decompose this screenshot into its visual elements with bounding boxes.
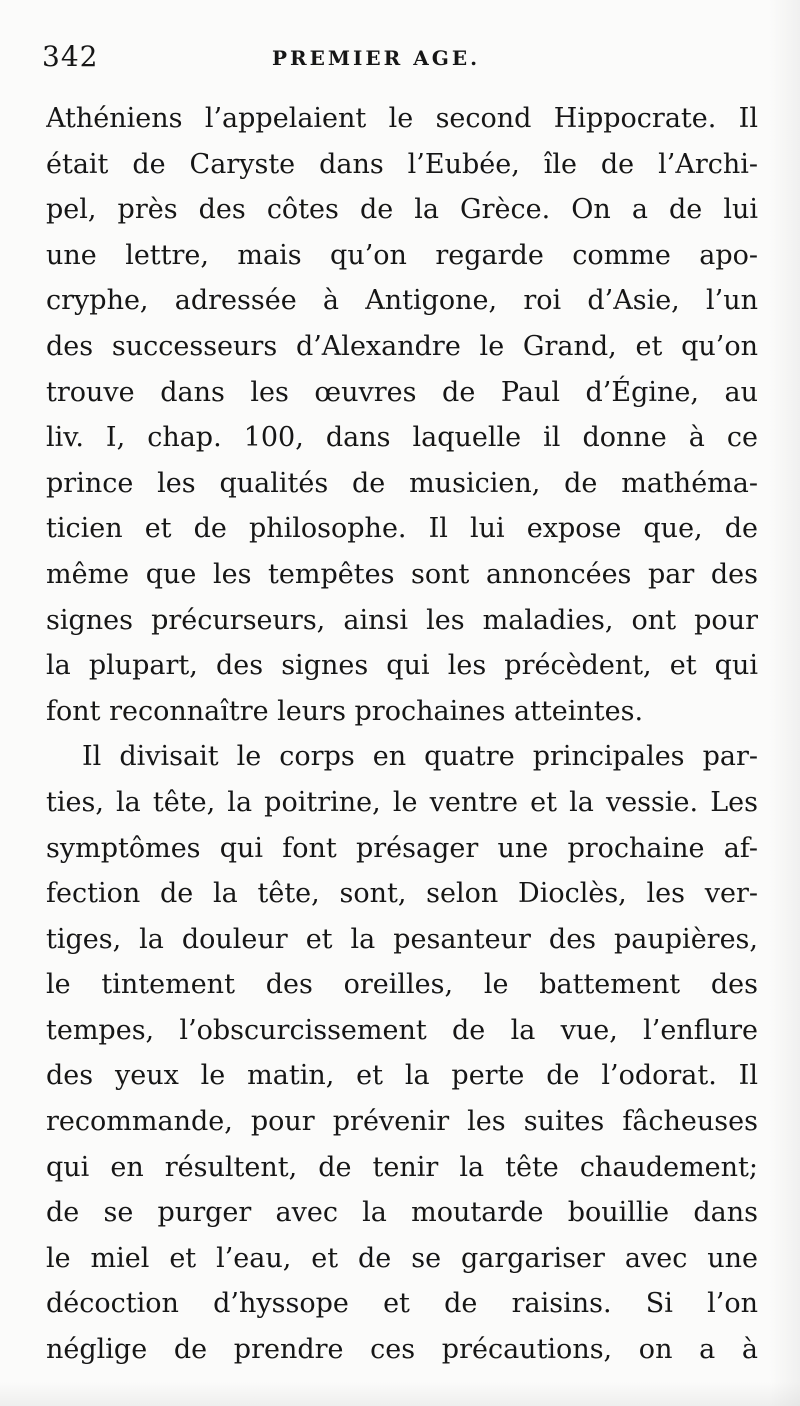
paragraph-start-line: Il divisait le corps en quatre principales par- [82, 741, 758, 773]
running-head [42, 40, 762, 80]
page-edge-shadow [770, 0, 800, 1406]
text-line: signes précurseurs, ainsi les maladies, ont pour [46, 604, 758, 636]
page-bottom-shadow [0, 1382, 800, 1406]
text-line: trouve dans les œuvres de Paul d’Égine, au [46, 376, 758, 408]
text-line: ties, la tête, la poitrine, le ventre et la vessie. Les [46, 786, 758, 818]
text-line: recommande, pour prévenir les suites fâcheuses [46, 1106, 758, 1138]
text-line: tiges, la douleur et la pesanteur des paupières, [46, 923, 758, 955]
text-line: prince les qualités de musicien, de mathéma- [46, 467, 758, 499]
text-line: fection de la tête, sont, selon Dioclès, les ver- [46, 878, 758, 910]
text-line: néglige de prendre ces précautions, on a à [46, 1334, 758, 1366]
text-line: symptômes qui font présager une prochaine af- [46, 832, 758, 864]
text-line: décoction d’hyssope et de raisins. Si l’on [46, 1288, 758, 1320]
text-line: cryphe, adressée à Antigone, roi d’Asie, l’un [46, 285, 758, 317]
paragraph-end-line: font reconnaître leurs prochaines atteintes. [46, 695, 644, 727]
page-number: 342 [42, 40, 99, 73]
text-line: une lettre, mais qu’on regarde comme apo- [46, 239, 758, 271]
text-line: était de Caryste dans l’Eubée, île de l’Archi- [46, 148, 758, 180]
text-line: le tintement des oreilles, le battement des [46, 969, 758, 1001]
text-line: pel, près des côtes de la Grèce. On a de lui [46, 194, 758, 226]
text-line: qui en résultent, de tenir la tête chaudement; [46, 1151, 758, 1183]
text-line: liv. I, chap. 100, dans laquelle il donne à ce [46, 422, 758, 454]
text-line: des yeux le matin, et la perte de l’odorat. Il [46, 1060, 758, 1092]
text-line: des successeurs d’Alexandre le Grand, et qu’on [46, 330, 758, 362]
text-line: de se purger avec la moutarde bouillie dans [46, 1197, 758, 1229]
text-line: la plupart, des signes qui les précèdent, et qui [46, 650, 758, 682]
text-line: même que les tempêtes sont annoncées par des [46, 558, 758, 590]
running-title: PREMIER AGE. [272, 46, 481, 70]
text-line: ticien et de philosophe. Il lui expose que, de [46, 513, 758, 545]
text-line: tempes, l’obscurcissement de la vue, l’enflure [46, 1014, 758, 1046]
text-line: le miel et l’eau, et de se gargariser avec une [46, 1242, 758, 1274]
text-line: Athéniens l’appelaient le second Hippocrate. Il [46, 103, 758, 134]
body-text [46, 96, 766, 1373]
